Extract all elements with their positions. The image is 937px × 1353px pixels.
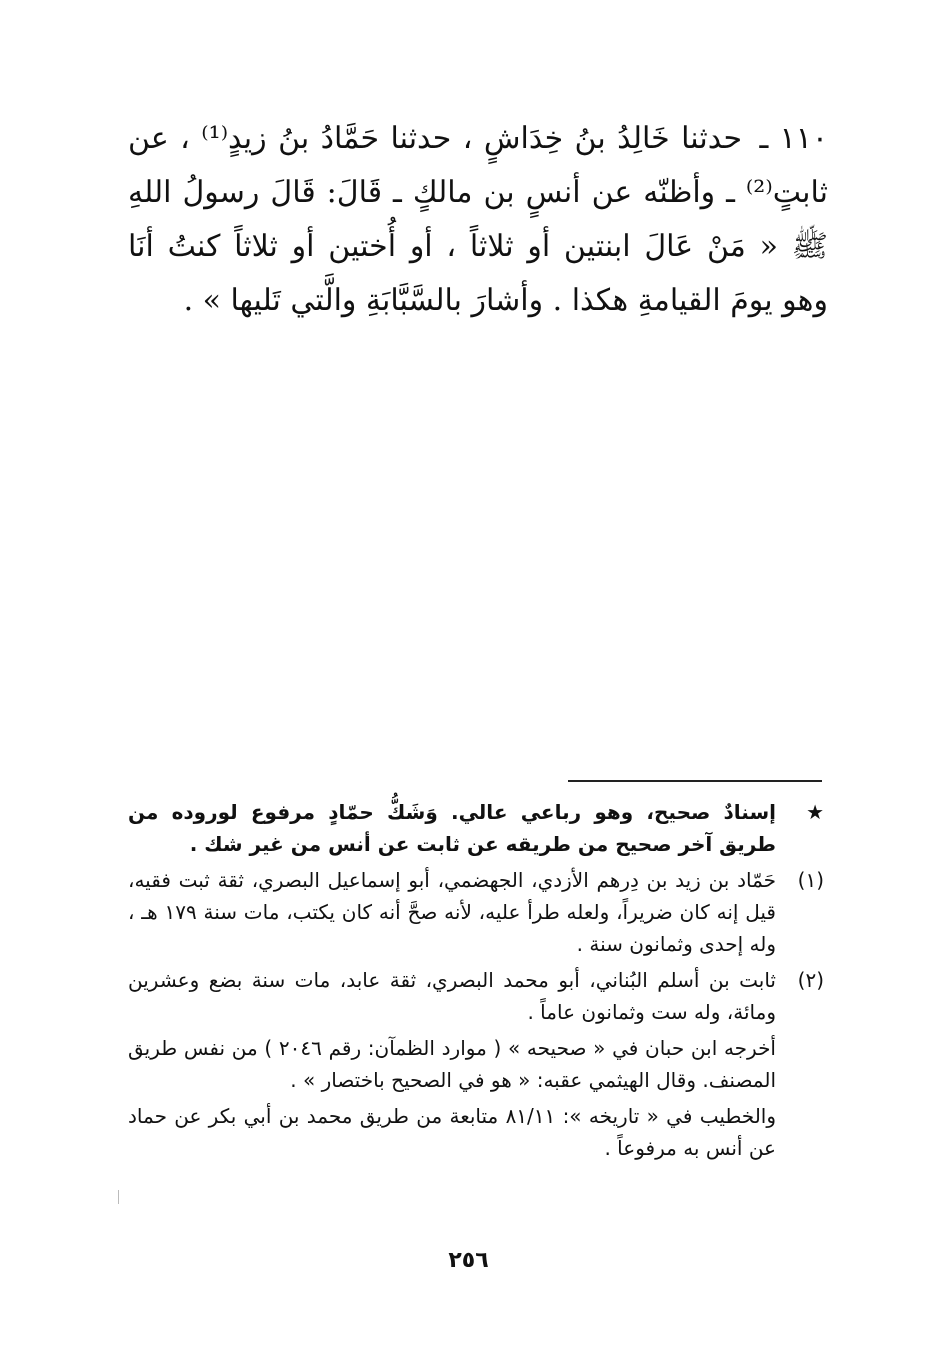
footnote-continuation: والخطيب في « تاريخه »: ٨١/١١ متابعة من طريق محمد بن أبي بكر عن حماد عن أنس به مرفوعاً . [128,1104,777,1160]
scan-mark [118,1190,119,1204]
footnotes-section [128,796,824,1168]
footnote-mark: (١) [797,868,824,892]
footnote-mark: (٢) [797,968,824,992]
hadith-body: حدثنا خَالِدُ بنُ خِدَاشٍ ، حدثنا حَمَّادُ بنُ زيدٍ⁽¹⁾ ، عن ثابتٍ⁽²⁾ ـ وأظنّه عن أنسٍ بن مالكٍ ـ قَالَ: قَالَ رسولُ اللهِ ﷺ « مَنْ عَالَ ابنتين أو ثلاثاً ، أو أُختين أو ثلاثاً كنتُ أنَا وهو يومَ القيامةِ هكذا . وأشارَ بالسَّبَّابَةِ والَّتي تَليها » . [128,121,828,318]
footnote-text: ثابت بن أسلم البُناني، أبو محمد البصري، ثقة عابد، مات سنة بضع وعشرين ومائة، وله ست وثمانون عاماً . [128,968,776,1024]
footnote-star [128,796,824,860]
hadith-number: ١١٠ ـ [759,121,828,156]
footnote-text: حَمّاد بن زيد بن دِرهم الأزدي، الجهضمي، أبو إسماعيل البصري، ثقة ثبت فقيه، قيل إنه كان ضريراً، ولعله طرأ عليه، لأنه صحَّ أنه كان يكتب، مات سنة ١٧٩ هـ ، وله إحدى وثمانون سنة . [128,868,776,956]
hadith-text-block [128,112,828,328]
page-number: ٢٥٦ [448,1248,489,1273]
footnote-1 [128,864,824,960]
footnote-divider [568,780,822,782]
footnote-mark: ★ [806,800,824,824]
footnote-2 [128,964,824,1028]
footnote-continuation: أخرجه ابن حبان في « صحيحه » ( موارد الظمآن: رقم ٢٠٤٦ ) من نفس طريق المصنف. وقال الهيثمي عقبه: « هو في الصحيح باختصار » . [128,1036,776,1092]
footnote-text: إسنادٌ صحيح، وهو رباعي عالي. وَشَكُّ حمّادٍ مرفوع لوروده من طريق آخر صحيح من طريقه عن ثابت عن أنس من غير شك . [128,800,776,856]
